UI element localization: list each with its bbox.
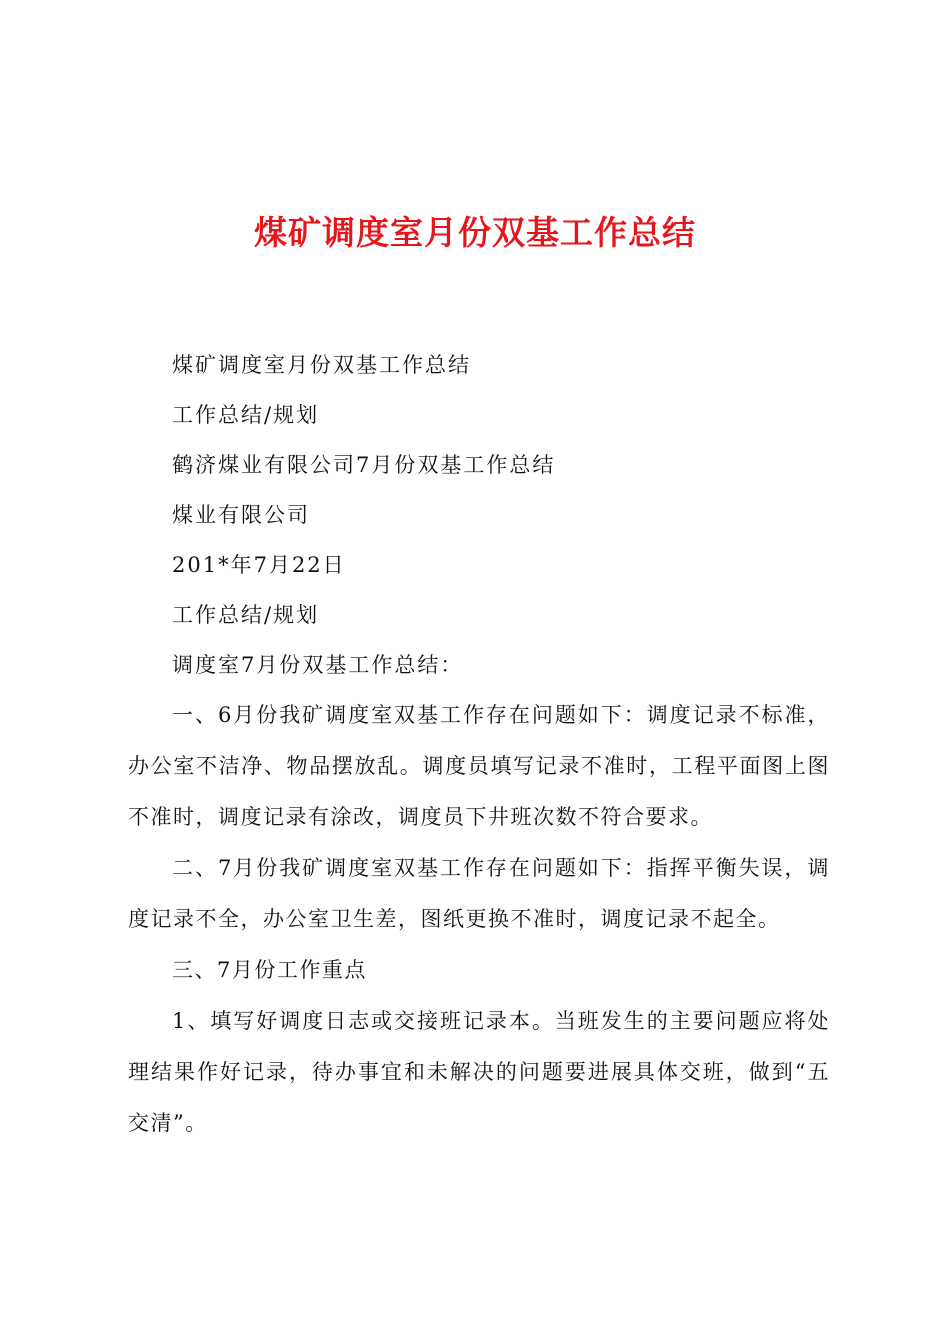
header-line-summary-heading: 调度室7月份双基工作总结：: [172, 653, 464, 677]
document-body: [128, 340, 830, 1149]
paragraph-focus-item-1: 1、填写好调度日志或交接班记录本。当班发生的主要问题应将处理结果作好记录，待办事宜和未解决的问题要进展具体交班，做到“五交清”。: [128, 1009, 830, 1135]
document-title: 煤矿调度室月份双基工作总结: [254, 213, 696, 252]
paragraph-june-issues: 一、6月份我矿调度室双基工作存在问题如下：调度记录不标准，办公室不洁净、物品摆放乱。调度员填写记录不准时，工程平面图上图不准时，调度记录有涂改，调度员下井班次数不符合要求。: [128, 703, 830, 829]
header-line-date: 201*年7月22日: [172, 553, 346, 577]
header-line-company: 煤业有限公司: [172, 503, 310, 527]
header-line-category-repeat: 工作总结/规划: [172, 603, 320, 627]
paragraph-july-focus-heading: 三、7月份工作重点: [172, 958, 367, 982]
header-line-report-name: 鹤济煤业有限公司7月份双基工作总结: [172, 453, 556, 477]
paragraph-july-issues: 二、7月份我矿调度室双基工作存在问题如下：指挥平衡失误，调度记录不全，办公室卫生差，图纸更换不准时，调度记录不起全。: [128, 856, 830, 931]
header-line-title: 煤矿调度室月份双基工作总结: [172, 353, 471, 377]
header-line-category: 工作总结/规划: [172, 403, 320, 427]
